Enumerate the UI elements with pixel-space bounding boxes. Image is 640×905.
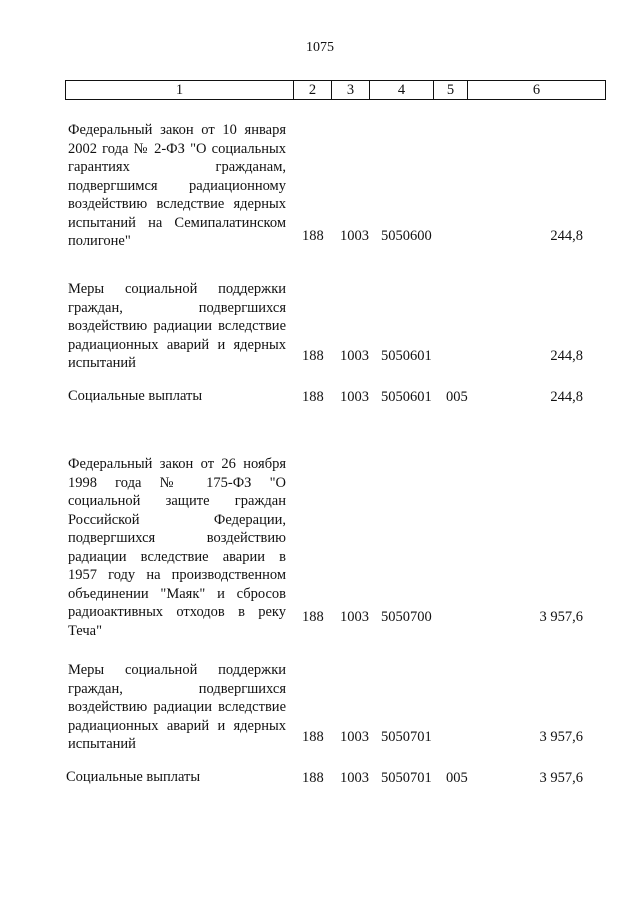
row-code-ministry: 188 — [302, 388, 324, 405]
row-code-section: 1003 — [340, 769, 369, 786]
row-code-target: 5050701 — [381, 769, 432, 786]
table-row — [0, 387, 640, 406]
row-amount: 244,8 — [550, 347, 583, 364]
table-row — [0, 280, 640, 371]
row-code-ministry: 188 — [302, 769, 324, 786]
row-amount: 3 957,6 — [539, 769, 583, 786]
row-code-expense: 005 — [446, 388, 468, 405]
row-code-target: 5050701 — [381, 728, 432, 745]
row-amount: 244,8 — [550, 227, 583, 244]
header-col-5: 5 — [434, 81, 468, 100]
row-name: Федеральный закон от 26 ноября 1998 года № 175-ФЗ "О социальной защите граждан Российской Федерации, подвергшихся воздействию радиации вследствие аварии в 1957 году на производственном объединении "Маяк" и сбросов радиоактивных отходов в реку Теча" — [68, 456, 286, 639]
table-row — [0, 661, 640, 752]
row-code-section: 1003 — [340, 227, 369, 244]
header-col-6: 6 — [468, 81, 606, 100]
page-number: 1075 — [306, 40, 334, 55]
row-name: Социальные выплаты — [66, 769, 201, 785]
row-code-section: 1003 — [340, 608, 369, 625]
table-row — [0, 455, 640, 639]
row-code-section: 1003 — [340, 347, 369, 364]
row-code-ministry: 188 — [302, 227, 324, 244]
header-row — [66, 81, 606, 100]
table-row — [0, 768, 640, 787]
header-col-4: 4 — [370, 81, 434, 100]
row-name: Меры социальной поддержки граждан, подвергшихся воздействию радиации вследствие радиационных аварий и ядерных испытаний — [68, 281, 286, 371]
header-col-1: 1 — [66, 81, 294, 100]
row-name: Меры социальной поддержки граждан, подвергшихся воздействию радиации вследствие радиационных аварий и ядерных испытаний — [68, 662, 286, 752]
row-code-target: 5050601 — [381, 388, 432, 405]
row-code-expense: 005 — [446, 769, 468, 786]
row-code-section: 1003 — [340, 388, 369, 405]
row-code-section: 1003 — [340, 728, 369, 745]
row-code-ministry: 188 — [302, 728, 324, 745]
header-col-3: 3 — [332, 81, 370, 100]
row-code-target: 5050600 — [381, 227, 432, 244]
table-row — [0, 121, 640, 249]
row-name: Федеральный закон от 10 января 2002 года № 2-ФЗ "О социальных гарантиях гражданам, подвергшимся радиационному воздействию вследствие ядерных испытаний на Семипалатинском полигоне" — [68, 122, 286, 249]
row-code-target: 5050601 — [381, 347, 432, 364]
row-amount: 3 957,6 — [539, 608, 583, 625]
column-header-table — [65, 80, 606, 100]
row-code-target: 5050700 — [381, 608, 432, 625]
row-code-ministry: 188 — [302, 347, 324, 364]
header-col-2: 2 — [294, 81, 332, 100]
row-amount: 3 957,6 — [539, 728, 583, 745]
row-amount: 244,8 — [550, 388, 583, 405]
row-name: Социальные выплаты — [68, 388, 203, 404]
row-code-ministry: 188 — [302, 608, 324, 625]
